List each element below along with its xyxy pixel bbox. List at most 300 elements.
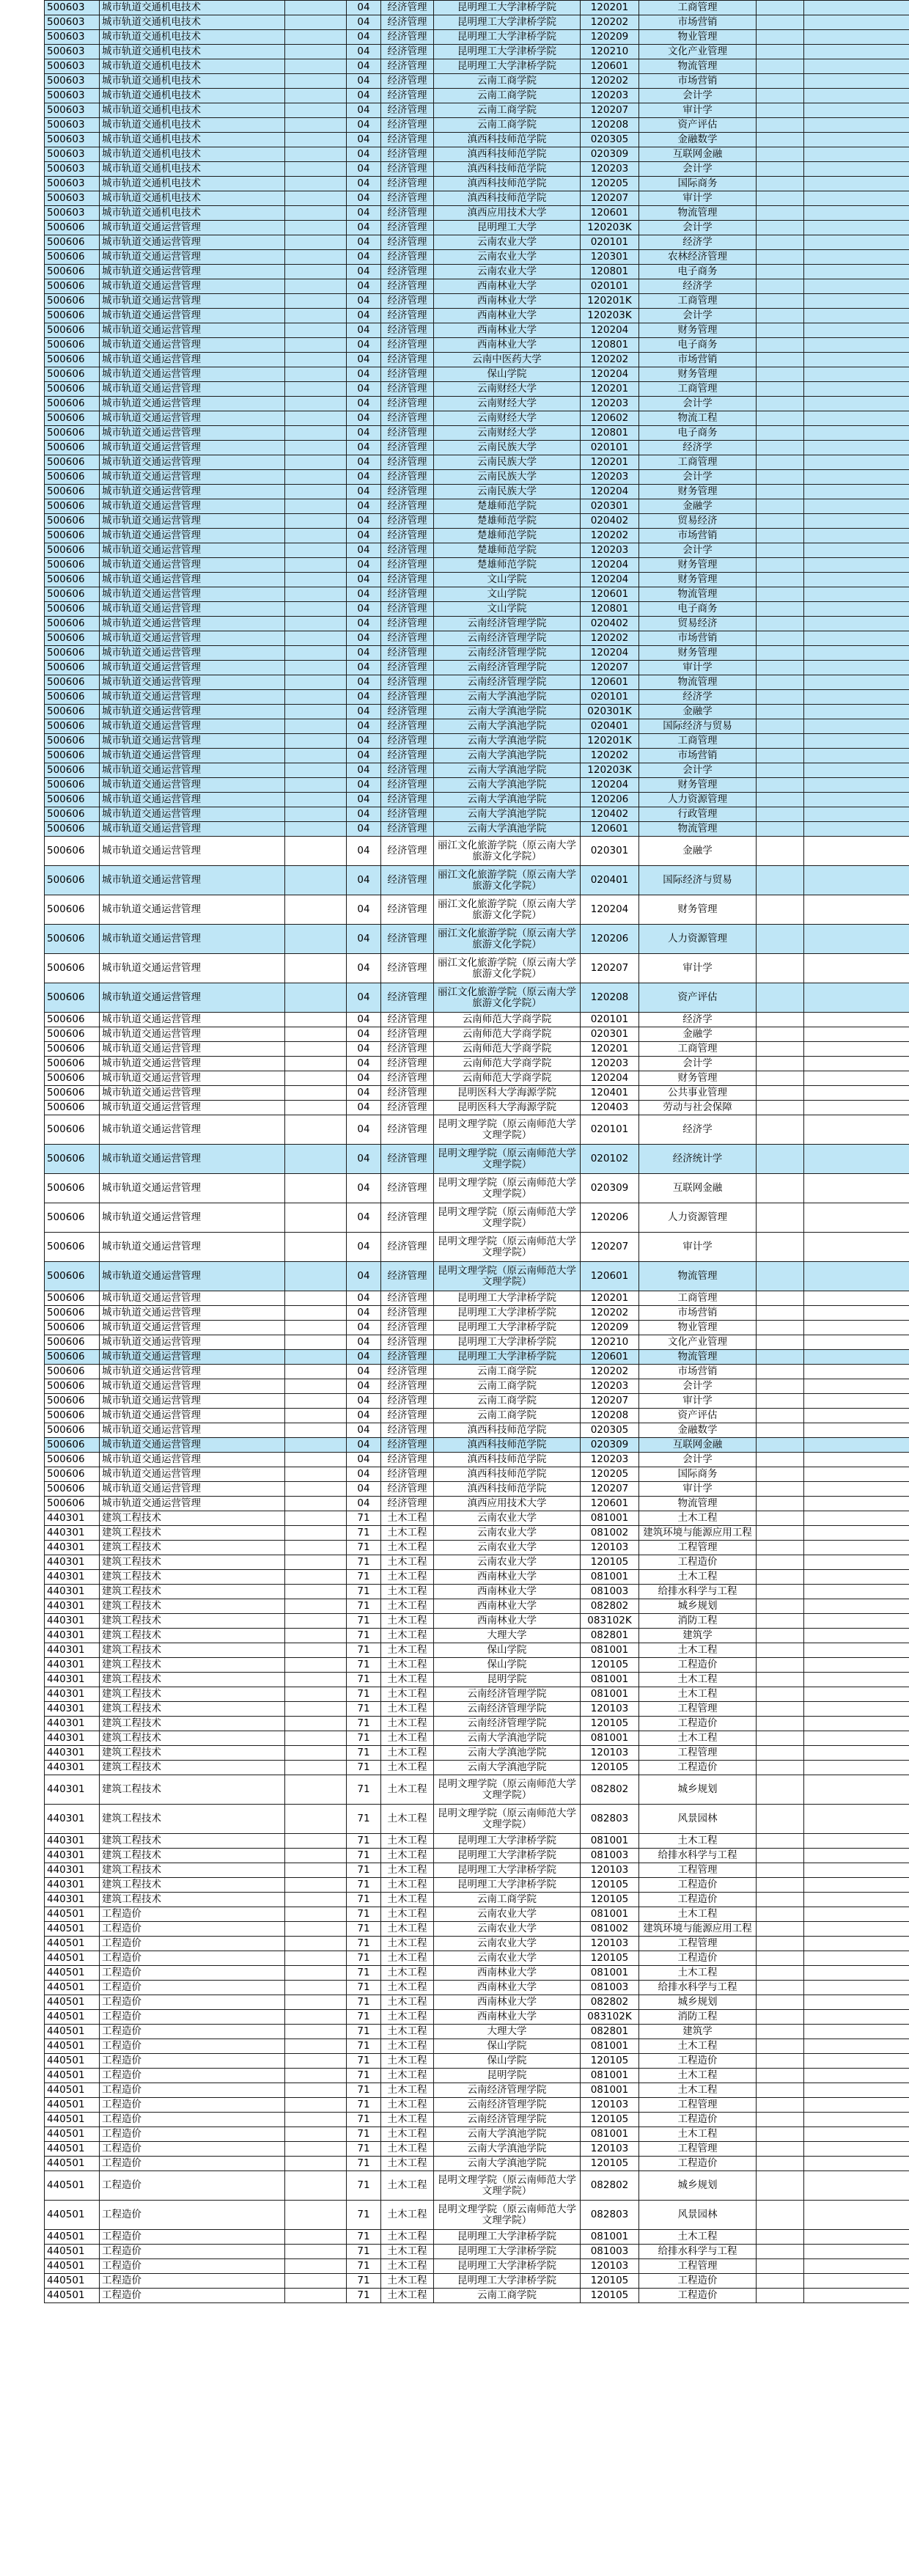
major-name-cell: 城市轨道交通机电技术 (100, 1, 285, 15)
bachelor-name-cell: 工程管理 (639, 2142, 757, 2157)
major-name-cell: 城市轨道交通机电技术 (100, 118, 285, 133)
major-code-cell: 500606 (45, 1174, 100, 1203)
blank-cell (757, 1423, 804, 1438)
category-cell: 土木工程 (381, 2289, 434, 2303)
school-name-cell: 昆明医科大学海源学院 (434, 1101, 581, 1115)
category-code-cell: 04 (347, 206, 381, 221)
blank-cell (804, 367, 909, 382)
category-cell: 土木工程 (381, 2054, 434, 2069)
category-cell: 经济管理 (381, 983, 434, 1013)
major-code-cell: 440501 (45, 1995, 100, 2010)
blank-cell (757, 514, 804, 529)
blank-cell (804, 2025, 909, 2039)
major-code-cell: 440501 (45, 2289, 100, 2303)
major-name-cell: 城市轨道交通运营管理 (100, 602, 285, 617)
category-code-cell: 04 (347, 15, 381, 30)
major-code-cell: 500606 (45, 1423, 100, 1438)
school-name-cell: 昆明学院 (434, 2069, 581, 2083)
category-code-cell: 71 (347, 1951, 381, 1966)
table-row (45, 1042, 909, 1057)
blank-cell (804, 1775, 909, 1805)
major-code-cell: 500606 (45, 558, 100, 573)
blank-cell (804, 485, 909, 499)
school-name-cell: 云南经济管理学院 (434, 617, 581, 631)
blank-cell (804, 705, 909, 719)
major-name-cell: 城市轨道交通运营管理 (100, 470, 285, 485)
blank-cell (285, 690, 347, 705)
bachelor-code-cell: 120201 (581, 1042, 639, 1057)
category-cell: 经济管理 (381, 294, 434, 309)
bachelor-name-cell: 资产评估 (639, 1409, 757, 1423)
school-name-cell: 滇西科技师范学院 (434, 177, 581, 191)
category-code-cell: 04 (347, 1057, 381, 1071)
blank-cell (757, 1849, 804, 1863)
blank-cell (804, 602, 909, 617)
major-code-cell: 500606 (45, 265, 100, 279)
school-name-cell: 滇西科技师范学院 (434, 162, 581, 177)
bachelor-name-cell: 会计学 (639, 763, 757, 778)
bachelor-name-cell: 审计学 (639, 1482, 757, 1497)
school-name-cell: 云南工商学院 (434, 89, 581, 103)
category-code-cell: 71 (347, 2142, 381, 2157)
school-name-cell: 楚雄师范学院 (434, 558, 581, 573)
bachelor-code-cell: 120206 (581, 793, 639, 807)
major-code-cell: 440501 (45, 2157, 100, 2171)
blank-cell (804, 1511, 909, 1526)
category-code-cell: 71 (347, 2289, 381, 2303)
category-code-cell: 71 (347, 2171, 381, 2201)
blank-cell (757, 1115, 804, 1145)
blank-cell (757, 1643, 804, 1658)
blank-cell (804, 2039, 909, 2054)
blank-cell (804, 1365, 909, 1379)
blank-cell (285, 1101, 347, 1115)
blank-cell (285, 1893, 347, 1907)
table-row (45, 1145, 909, 1174)
blank-cell (285, 705, 347, 719)
major-code-cell: 440501 (45, 2142, 100, 2157)
school-name-cell: 云南师范大学商学院 (434, 1013, 581, 1027)
school-name-cell: 丽江文化旅游学院（原云南大学旅游文化学院） (434, 954, 581, 983)
bachelor-name-cell: 物业管理 (639, 1321, 757, 1335)
blank-cell (757, 1203, 804, 1233)
bachelor-code-cell: 120203 (581, 1379, 639, 1394)
bachelor-code-cell: 120207 (581, 1233, 639, 1262)
blank-cell (757, 191, 804, 206)
table-row (45, 1086, 909, 1101)
blank-cell (285, 1849, 347, 1863)
blank-cell (285, 1174, 347, 1203)
school-name-cell: 云南大学滇池学院 (434, 719, 581, 734)
bachelor-name-cell: 物流管理 (639, 1350, 757, 1365)
major-code-cell: 440301 (45, 1687, 100, 1702)
category-cell: 经济管理 (381, 514, 434, 529)
major-name-cell: 城市轨道交通运营管理 (100, 1350, 285, 1365)
category-cell: 经济管理 (381, 74, 434, 89)
school-name-cell: 西南林业大学 (434, 294, 581, 309)
blank-cell (757, 470, 804, 485)
bachelor-name-cell: 建筑学 (639, 1629, 757, 1643)
bachelor-code-cell: 120210 (581, 1335, 639, 1350)
blank-cell (757, 1951, 804, 1966)
category-cell: 经济管理 (381, 1321, 434, 1335)
major-name-cell: 城市轨道交通运营管理 (100, 925, 285, 954)
table-row (45, 206, 909, 221)
major-name-cell: 城市轨道交通运营管理 (100, 1394, 285, 1409)
bachelor-code-cell: 120601 (581, 822, 639, 837)
bachelor-code-cell: 120801 (581, 338, 639, 353)
major-name-cell: 城市轨道交通运营管理 (100, 1467, 285, 1482)
blank-cell (757, 235, 804, 250)
blank-cell (285, 1614, 347, 1629)
table-row (45, 250, 909, 265)
blank-cell (757, 147, 804, 162)
blank-cell (757, 778, 804, 793)
blank-cell (285, 1115, 347, 1145)
blank-cell (804, 411, 909, 426)
blank-cell (285, 1643, 347, 1658)
blank-cell (757, 1775, 804, 1805)
category-code-cell: 71 (347, 1629, 381, 1643)
category-cell: 土木工程 (381, 2245, 434, 2259)
bachelor-name-cell: 经济学 (639, 690, 757, 705)
school-name-cell: 云南工商学院 (434, 74, 581, 89)
table-row (45, 895, 909, 925)
bachelor-code-cell: 081001 (581, 2127, 639, 2142)
table-row (45, 2259, 909, 2274)
major-code-cell: 500606 (45, 1203, 100, 1233)
category-code-cell: 71 (347, 2069, 381, 2083)
blank-cell (804, 103, 909, 118)
category-cell: 经济管理 (381, 45, 434, 59)
table-row (45, 2230, 909, 2245)
blank-cell (804, 162, 909, 177)
bachelor-code-cell: 081001 (581, 1731, 639, 1746)
category-cell: 土木工程 (381, 2025, 434, 2039)
table-row (45, 954, 909, 983)
school-name-cell: 文山学院 (434, 573, 581, 587)
blank-cell (804, 822, 909, 837)
category-cell: 土木工程 (381, 2157, 434, 2171)
table-row (45, 1394, 909, 1409)
major-name-cell: 建筑工程技术 (100, 1731, 285, 1746)
major-code-cell: 500606 (45, 925, 100, 954)
school-name-cell: 云南工商学院 (434, 1365, 581, 1379)
table-row (45, 30, 909, 45)
bachelor-name-cell: 建筑学 (639, 2025, 757, 2039)
blank-cell (804, 1907, 909, 1922)
bachelor-code-cell: 120203K (581, 763, 639, 778)
major-name-cell: 城市轨道交通运营管理 (100, 265, 285, 279)
category-cell: 经济管理 (381, 822, 434, 837)
bachelor-code-cell: 020301 (581, 837, 639, 866)
major-name-cell: 城市轨道交通机电技术 (100, 15, 285, 30)
category-cell: 经济管理 (381, 382, 434, 397)
table-row (45, 2142, 909, 2157)
school-name-cell: 西南林业大学 (434, 1614, 581, 1629)
category-cell: 土木工程 (381, 1922, 434, 1937)
bachelor-code-cell: 020309 (581, 1174, 639, 1203)
category-cell: 经济管理 (381, 1438, 434, 1453)
blank-cell (757, 323, 804, 338)
blank-cell (804, 1057, 909, 1071)
category-code-cell: 04 (347, 778, 381, 793)
bachelor-code-cell: 082802 (581, 1775, 639, 1805)
table-body (45, 1, 909, 2303)
blank-cell (285, 895, 347, 925)
bachelor-name-cell: 工程管理 (639, 2098, 757, 2113)
major-code-cell: 440301 (45, 1599, 100, 1614)
major-name-cell: 城市轨道交通运营管理 (100, 866, 285, 895)
school-name-cell: 云南工商学院 (434, 1394, 581, 1409)
blank-cell (804, 587, 909, 602)
bachelor-name-cell: 工程造价 (639, 1951, 757, 1966)
major-name-cell: 城市轨道交通运营管理 (100, 719, 285, 734)
category-code-cell: 04 (347, 807, 381, 822)
blank-cell (757, 455, 804, 470)
blank-cell (285, 1482, 347, 1497)
category-code-cell: 04 (347, 279, 381, 294)
category-code-cell: 04 (347, 1042, 381, 1057)
category-code-cell: 04 (347, 1394, 381, 1409)
category-cell: 土木工程 (381, 1717, 434, 1731)
major-name-cell: 城市轨道交通运营管理 (100, 587, 285, 602)
school-name-cell: 昆明文理学院（原云南师范大学文理学院） (434, 1262, 581, 1291)
blank-cell (285, 397, 347, 411)
blank-cell (285, 558, 347, 573)
bachelor-name-cell: 工程管理 (639, 1746, 757, 1761)
blank-cell (804, 793, 909, 807)
blank-cell (285, 1907, 347, 1922)
category-cell: 土木工程 (381, 2113, 434, 2127)
category-code-cell: 04 (347, 1174, 381, 1203)
bachelor-code-cell: 120602 (581, 411, 639, 426)
blank-cell (804, 690, 909, 705)
category-cell: 经济管理 (381, 1057, 434, 1071)
bachelor-name-cell: 城乡规划 (639, 1995, 757, 2010)
blank-cell (757, 1907, 804, 1922)
category-code-cell: 71 (347, 2230, 381, 2245)
blank-cell (285, 1321, 347, 1335)
blank-cell (804, 1995, 909, 2010)
bachelor-code-cell: 120202 (581, 1365, 639, 1379)
major-name-cell: 城市轨道交通运营管理 (100, 411, 285, 426)
bachelor-name-cell: 工程管理 (639, 1541, 757, 1555)
school-name-cell: 昆明理工大学津桥学院 (434, 15, 581, 30)
blank-cell (757, 1233, 804, 1262)
category-code-cell: 04 (347, 1423, 381, 1438)
blank-cell (804, 1482, 909, 1497)
major-code-cell: 500606 (45, 455, 100, 470)
bachelor-code-cell: 020309 (581, 147, 639, 162)
major-code-cell: 440301 (45, 1863, 100, 1878)
category-cell: 经济管理 (381, 749, 434, 763)
blank-cell (285, 2039, 347, 2054)
category-cell: 经济管理 (381, 353, 434, 367)
category-cell: 经济管理 (381, 206, 434, 221)
category-code-cell: 71 (347, 2083, 381, 2098)
category-code-cell: 04 (347, 382, 381, 397)
school-name-cell: 云南经济管理学院 (434, 646, 581, 661)
blank-cell (757, 74, 804, 89)
bachelor-code-cell: 120204 (581, 778, 639, 793)
school-name-cell: 云南农业大学 (434, 250, 581, 265)
blank-cell (285, 89, 347, 103)
blank-cell (757, 1981, 804, 1995)
major-name-cell: 建筑工程技术 (100, 1570, 285, 1585)
school-name-cell: 云南大学滇池学院 (434, 2142, 581, 2157)
school-name-cell: 西南林业大学 (434, 309, 581, 323)
major-name-cell: 城市轨道交通运营管理 (100, 455, 285, 470)
category-code-cell: 04 (347, 59, 381, 74)
blank-cell (804, 45, 909, 59)
bachelor-name-cell: 人力资源管理 (639, 793, 757, 807)
blank-cell (285, 1746, 347, 1761)
table-row (45, 1262, 909, 1291)
blank-cell (804, 1555, 909, 1570)
bachelor-code-cell: 081001 (581, 2039, 639, 2054)
major-name-cell: 建筑工程技术 (100, 1761, 285, 1775)
school-name-cell: 滇西应用技术大学 (434, 206, 581, 221)
major-code-cell: 440301 (45, 1893, 100, 1907)
major-code-cell: 440301 (45, 1541, 100, 1555)
major-name-cell: 建筑工程技术 (100, 1702, 285, 1717)
blank-cell (285, 455, 347, 470)
bachelor-name-cell: 物流管理 (639, 1497, 757, 1511)
bachelor-name-cell: 市场营销 (639, 529, 757, 543)
category-code-cell: 04 (347, 177, 381, 191)
school-name-cell: 西南林业大学 (434, 279, 581, 294)
table-row (45, 1321, 909, 1335)
blank-cell (804, 2069, 909, 2083)
category-code-cell: 71 (347, 1673, 381, 1687)
bachelor-code-cell: 120209 (581, 1321, 639, 1335)
major-code-cell: 500603 (45, 74, 100, 89)
category-code-cell: 04 (347, 1350, 381, 1365)
major-code-cell: 500606 (45, 1086, 100, 1101)
bachelor-name-cell: 土木工程 (639, 1834, 757, 1849)
blank-cell (285, 499, 347, 514)
major-code-cell: 440501 (45, 2083, 100, 2098)
category-cell: 经济管理 (381, 1, 434, 15)
blank-cell (757, 2259, 804, 2274)
school-name-cell: 云南工商学院 (434, 1379, 581, 1394)
major-code-cell: 500603 (45, 118, 100, 133)
bachelor-code-cell: 120203 (581, 397, 639, 411)
category-cell: 土木工程 (381, 1995, 434, 2010)
blank-cell (285, 1262, 347, 1291)
category-cell: 经济管理 (381, 895, 434, 925)
bachelor-code-cell: 081001 (581, 1511, 639, 1526)
bachelor-code-cell: 020101 (581, 279, 639, 294)
blank-cell (804, 353, 909, 367)
bachelor-code-cell: 120202 (581, 749, 639, 763)
major-code-cell: 500606 (45, 235, 100, 250)
major-code-cell: 500606 (45, 793, 100, 807)
major-name-cell: 城市轨道交通运营管理 (100, 235, 285, 250)
table-row (45, 1746, 909, 1761)
category-cell: 土木工程 (381, 2039, 434, 2054)
blank-cell (285, 1467, 347, 1482)
major-name-cell: 城市轨道交通运营管理 (100, 323, 285, 338)
category-cell: 经济管理 (381, 411, 434, 426)
major-code-cell: 500606 (45, 1262, 100, 1291)
major-name-cell: 工程造价 (100, 2083, 285, 2098)
bachelor-code-cell: 120105 (581, 1893, 639, 1907)
blank-cell (804, 147, 909, 162)
blank-cell (804, 1497, 909, 1511)
blank-cell (285, 1599, 347, 1614)
table-row (45, 74, 909, 89)
bachelor-name-cell: 互联网金融 (639, 147, 757, 162)
blank-cell (804, 1878, 909, 1893)
blank-cell (757, 426, 804, 441)
table-row (45, 719, 909, 734)
major-name-cell: 城市轨道交通机电技术 (100, 177, 285, 191)
major-name-cell: 工程造价 (100, 2098, 285, 2113)
bachelor-name-cell: 工程管理 (639, 2259, 757, 2274)
major-code-cell: 500606 (45, 631, 100, 646)
blank-cell (804, 617, 909, 631)
major-code-cell: 500606 (45, 763, 100, 778)
major-code-cell: 440301 (45, 1717, 100, 1731)
bachelor-code-cell: 120209 (581, 30, 639, 45)
category-code-cell: 04 (347, 294, 381, 309)
blank-cell (757, 1526, 804, 1541)
bachelor-code-cell: 120402 (581, 807, 639, 822)
category-cell: 经济管理 (381, 793, 434, 807)
table-row (45, 1233, 909, 1262)
school-name-cell: 昆明理工大学津桥学院 (434, 30, 581, 45)
major-name-cell: 城市轨道交通运营管理 (100, 1453, 285, 1467)
category-cell: 土木工程 (381, 1658, 434, 1673)
blank-cell (804, 558, 909, 573)
bachelor-name-cell: 物流管理 (639, 59, 757, 74)
table-row (45, 2039, 909, 2054)
school-name-cell: 滇西应用技术大学 (434, 1497, 581, 1511)
blank-cell (757, 30, 804, 45)
blank-cell (804, 1438, 909, 1453)
table-row (45, 133, 909, 147)
major-name-cell: 城市轨道交通运营管理 (100, 734, 285, 749)
blank-cell (804, 1467, 909, 1482)
category-code-cell: 71 (347, 1878, 381, 1893)
major-name-cell: 城市轨道交通机电技术 (100, 89, 285, 103)
bachelor-code-cell: 120204 (581, 646, 639, 661)
major-name-cell: 城市轨道交通运营管理 (100, 631, 285, 646)
school-name-cell: 云南大学滇池学院 (434, 1731, 581, 1746)
blank-cell (804, 1849, 909, 1863)
blank-cell (804, 749, 909, 763)
blank-cell (804, 1702, 909, 1717)
category-cell: 土木工程 (381, 1863, 434, 1878)
major-name-cell: 建筑工程技术 (100, 1878, 285, 1893)
category-code-cell: 04 (347, 45, 381, 59)
blank-cell (285, 2201, 347, 2230)
category-cell: 经济管理 (381, 338, 434, 353)
major-name-cell: 建筑工程技术 (100, 1555, 285, 1570)
school-name-cell: 昆明理工大学津桥学院 (434, 1834, 581, 1849)
major-code-cell: 500606 (45, 1409, 100, 1423)
bachelor-code-cell: 120301 (581, 250, 639, 265)
blank-cell (804, 265, 909, 279)
table-row (45, 1951, 909, 1966)
blank-cell (285, 323, 347, 338)
bachelor-code-cell: 081001 (581, 1673, 639, 1687)
blank-cell (757, 206, 804, 221)
bachelor-name-cell: 工商管理 (639, 734, 757, 749)
major-code-cell: 500603 (45, 133, 100, 147)
